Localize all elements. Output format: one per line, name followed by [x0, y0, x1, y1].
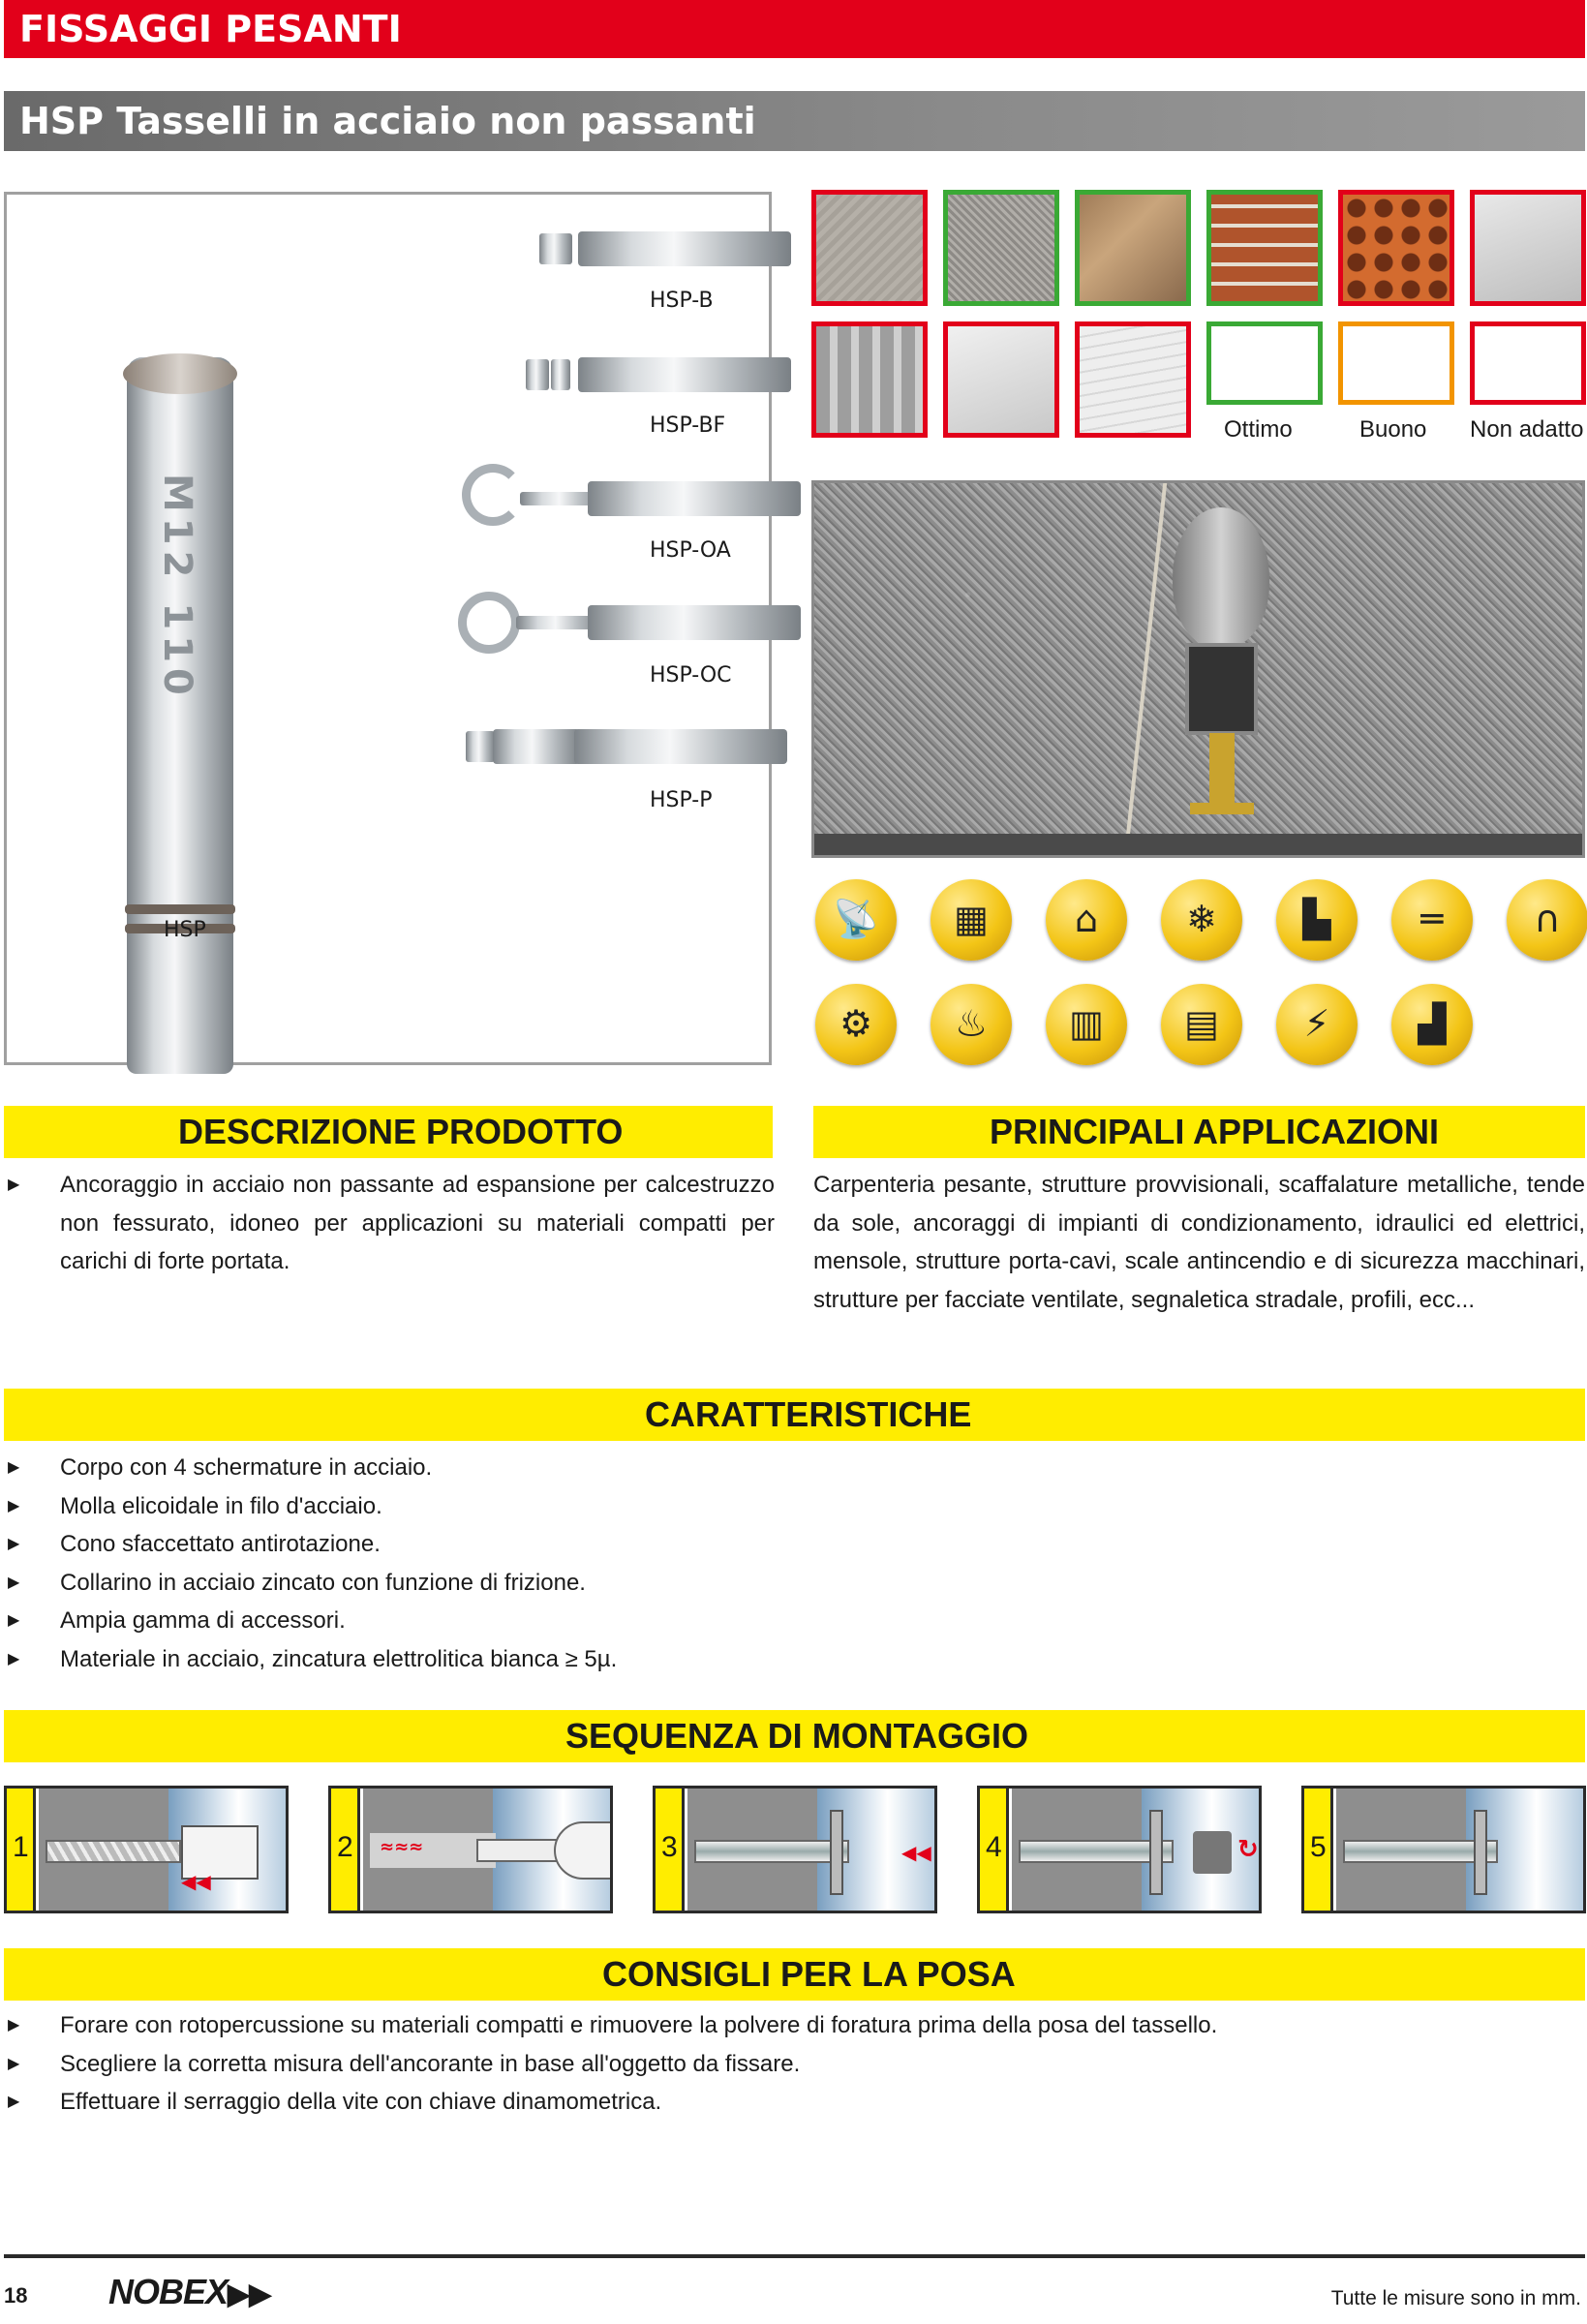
section-header: [4, 0, 1585, 58]
list-item: ▶ Scegliere la corretta misura dell'ancorante in base all'oggetto da fissare.: [4, 2045, 1572, 2084]
pipe-valve-icon: ⚙: [815, 984, 897, 1065]
legend-label-non-adatto: Non adatto: [1470, 416, 1584, 443]
main-anchor-label: HSP: [164, 918, 206, 942]
grating-icon: ▤: [1161, 984, 1242, 1065]
application-photo: [811, 480, 1585, 858]
step-number: 1: [13, 1831, 29, 1863]
descrizione-title: DESCRIZIONE PRODOTTO: [178, 1112, 624, 1151]
variant-label: HSP-BF: [650, 413, 726, 438]
descrizione-heading: [4, 1106, 773, 1158]
montaggio-title: SEQUENZA DI MONTAGGIO: [565, 1716, 1029, 1756]
factory-icon: ▙: [1276, 879, 1358, 961]
list-item: ▶ Cono sfaccettato antirotazione.: [4, 1525, 1166, 1564]
section-title: FISSAGGI PESANTI: [19, 8, 402, 50]
cable-tray-icon: ═: [1391, 879, 1473, 961]
material-tile-lightweight-block: [943, 321, 1059, 438]
brand-logo: [108, 2272, 270, 2312]
logo-arrows-icon: ▶▶: [228, 2278, 271, 2310]
step-number: 3: [661, 1831, 678, 1863]
legend-label-buono: Buono: [1359, 416, 1427, 443]
city-icon: ▟: [1391, 984, 1473, 1065]
list-item: ▶ Molla elicoidale in filo d'acciaio.: [4, 1487, 1166, 1526]
footer-rule: [4, 2254, 1585, 2258]
applicazioni-text: Carpenteria pesante, strutture provvisionali, scaffalature metalliche, tende da sole, ancoraggi di impianti di condizionamento, idraulici ed elettrici, mensole, strutture porta-cavi, scale antincendio e di sicurezza macchinari, strutture per facciate ventilate, segnaletica stradale, profili, ecc...: [813, 1172, 1585, 1313]
product-title: HSP Tasselli in acciaio non passanti: [19, 100, 756, 142]
caratteristiche-title: CARATTERISTICHE: [645, 1394, 972, 1434]
drill-bit: [46, 1840, 181, 1863]
list-item: ▶ Forare con rotopercussione su materiali compatti e rimuovere la polvere di foratura prima della posa del tassello.: [4, 2006, 1572, 2045]
blow-pump: [476, 1839, 564, 1862]
air-conditioner-icon: ❄: [1161, 879, 1242, 961]
applicazioni-title: PRINCIPALI APPLICAZIONI: [990, 1112, 1440, 1151]
list-item: ▶ Ampia gamma di accessori.: [4, 1602, 1166, 1640]
caratteristiche-list: [4, 1449, 1166, 1678]
material-tile-hollow-brick: [1338, 190, 1454, 306]
list-item: ▶ Corpo con 4 schermature in acciaio.: [4, 1449, 1166, 1487]
list-item: ▶ Effettuare il serraggio della vite con chiave dinamometrica.: [4, 2083, 1572, 2122]
consigli-heading: [4, 1948, 1585, 2001]
caratteristiche-heading: [4, 1389, 1585, 1441]
montaggio-heading: [4, 1710, 1585, 1762]
list-item: ▶ Materiale in acciaio, zincatura elettrolitica bianca ≥ 5µ.: [4, 1640, 1166, 1679]
product-header: [4, 91, 1585, 151]
montaggio-step-1: ◀◀ 1: [4, 1786, 289, 1913]
product-image-panel: [4, 192, 772, 1065]
arch-icon: ∩: [1507, 879, 1587, 961]
step-number: 2: [337, 1831, 353, 1863]
brand-name: NOBEX: [108, 2272, 229, 2311]
montaggio-step-3: ◀◀ 3: [653, 1786, 937, 1913]
shelving-icon: ▥: [1046, 984, 1127, 1065]
step-number: 5: [1310, 1831, 1327, 1863]
scaffolding-icon: ▦: [931, 879, 1012, 961]
street-lamp: [1173, 507, 1269, 648]
material-tile-plasterboard: [1075, 321, 1191, 438]
material-tile-aerated-concrete: [1470, 190, 1586, 306]
footer-note: Tutte le misure sono in mm.: [1330, 2287, 1581, 2309]
consigli-title: CONSIGLI PER LA POSA: [602, 1954, 1016, 1994]
legend-swatch-ottimo: [1206, 321, 1323, 405]
legend-swatch-buono: [1338, 321, 1454, 405]
variant-label: HSP-P: [650, 788, 713, 812]
hsp-anchor-image: M12 110: [127, 357, 233, 1074]
variant-label: HSP-OC: [650, 663, 732, 688]
material-tile-natural-stone: [1075, 190, 1191, 306]
house-icon: ⌂: [1046, 879, 1127, 961]
material-tile-hollow-block: [811, 321, 928, 438]
montaggio-step-5: [1301, 1786, 1586, 1913]
step-number: 4: [986, 1831, 1002, 1863]
variant-label: HSP-OA: [650, 538, 731, 563]
list-item: ▶ Collarino in acciaio zincato con funzione di frizione.: [4, 1564, 1166, 1603]
torque-wrench: [1193, 1831, 1232, 1874]
pylon-icon: ⚡: [1276, 984, 1358, 1065]
material-tile-solid-brick: [1206, 190, 1323, 306]
applicazioni-heading: [813, 1106, 1585, 1158]
faucet-icon: ♨: [931, 984, 1012, 1065]
montaggio-step-4: ↻ 4: [977, 1786, 1262, 1913]
montaggio-step-2: ≈≈≈ 2: [328, 1786, 613, 1913]
legend-label-ottimo: Ottimo: [1224, 416, 1293, 443]
variant-label: HSP-B: [650, 289, 714, 313]
descrizione-list: [4, 1166, 775, 1281]
material-tile-cracked-concrete: [811, 190, 928, 306]
page-number: 18: [4, 2283, 28, 2308]
consigli-list: [4, 2006, 1572, 2122]
material-tile-concrete: [943, 190, 1059, 306]
satellite-dish-icon: 📡: [815, 879, 897, 961]
list-item: ▶ Ancoraggio in acciaio non passante ad espansione per calcestruzzo non fessurato, idoneo per applicazioni su materiali compatti per carichi di forte portata.: [4, 1166, 775, 1281]
legend-swatch-non-adatto: [1470, 321, 1586, 405]
anchor-insert: [694, 1840, 849, 1863]
